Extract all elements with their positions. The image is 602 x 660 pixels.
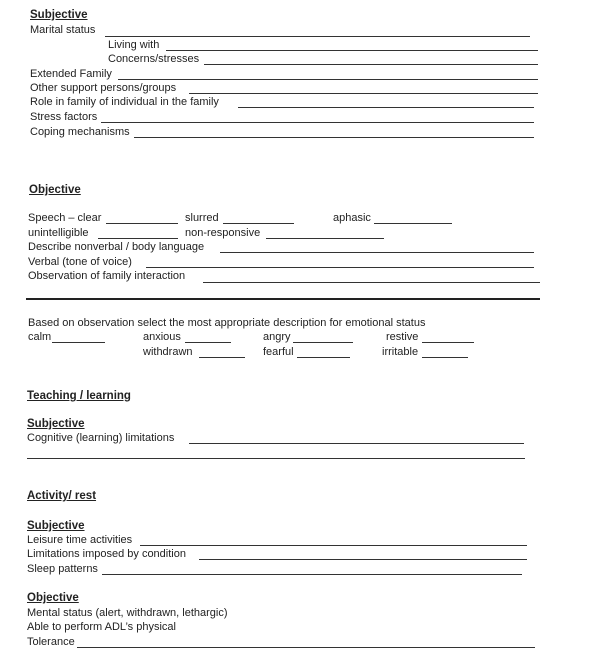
sleep-field[interactable] [102, 574, 522, 575]
withdrawn-label: withdrawn [143, 346, 193, 358]
anxious-field[interactable] [185, 342, 231, 343]
verbal-label: Verbal (tone of voice) [28, 256, 132, 268]
stress-factors-field[interactable] [101, 122, 534, 123]
marital-status-field[interactable] [105, 36, 530, 37]
tolerance-label: Tolerance [27, 636, 75, 648]
angry-label: angry [263, 331, 291, 343]
slurred-field[interactable] [223, 223, 294, 224]
role-in-family-label: Role in family of individual in the family [30, 96, 219, 108]
aphasic-field[interactable] [374, 223, 452, 224]
calm-field[interactable] [52, 342, 105, 343]
family-interaction-label: Observation of family interaction [28, 270, 186, 282]
speech-clear-label: Speech – clear [28, 212, 102, 224]
restive-field[interactable] [422, 342, 474, 343]
tolerance-field[interactable] [77, 647, 535, 648]
slurred-label: slurred [185, 212, 219, 224]
irritable-field[interactable] [422, 357, 468, 358]
coping-field[interactable] [134, 137, 534, 138]
subjective-heading: Subjective [30, 9, 88, 21]
withdrawn-field[interactable] [199, 357, 245, 358]
concerns-label: Concerns/stresses [108, 53, 200, 65]
unintelligible-field[interactable] [98, 238, 178, 239]
cognitive-field-continued[interactable] [27, 458, 525, 459]
sleep-label: Sleep patterns [27, 563, 98, 575]
mental-status-label: Mental status (alert, withdrawn, lethargic) [27, 607, 228, 619]
aphasic-label: aphasic [333, 212, 371, 224]
activity-objective-heading: Objective [27, 592, 79, 604]
fearful-field[interactable] [297, 357, 350, 358]
coping-label: Coping mechanisms [30, 126, 130, 138]
emotional-instruction: Based on observation select the most appropriate description for emotional status [28, 317, 426, 329]
anxious-label: anxious [143, 331, 181, 343]
role-in-family-field[interactable] [238, 107, 534, 108]
living-with-field[interactable] [166, 50, 538, 51]
speech-clear-field[interactable] [106, 223, 178, 224]
non-responsive-field[interactable] [266, 238, 384, 239]
nonverbal-label: Describe nonverbal / body language [28, 241, 205, 253]
cognitive-field[interactable] [189, 443, 524, 444]
limitations-field[interactable] [199, 559, 527, 560]
extended-family-label: Extended Family [30, 68, 112, 80]
living-with-label: Living with [108, 39, 160, 51]
section-divider [26, 298, 540, 300]
activity-heading: Activity/ rest [27, 490, 97, 502]
activity-subjective-heading: Subjective [27, 520, 85, 532]
objective-heading: Objective [29, 184, 81, 196]
restive-label: restive [386, 331, 419, 343]
leisure-label: Leisure time activities [27, 534, 133, 546]
other-support-label: Other support persons/groups [30, 82, 177, 94]
irritable-label: irritable [382, 346, 419, 358]
adl-label: Able to perform ADL’s physical [27, 621, 176, 633]
concerns-field[interactable] [204, 64, 538, 65]
family-interaction-field[interactable] [203, 282, 540, 283]
teaching-heading: Teaching / learning [27, 390, 131, 402]
fearful-label: fearful [263, 346, 294, 358]
unintelligible-label: unintelligible [28, 227, 89, 239]
teaching-subjective-heading: Subjective [27, 418, 85, 430]
cognitive-label: Cognitive (learning) limitations [27, 432, 175, 444]
limitations-label: Limitations imposed by condition [27, 548, 186, 560]
angry-field[interactable] [293, 342, 353, 343]
stress-factors-label: Stress factors [30, 111, 98, 123]
leisure-field[interactable] [140, 545, 527, 546]
marital-status-label: Marital status [30, 24, 96, 36]
nonverbal-field[interactable] [220, 252, 534, 253]
verbal-field[interactable] [146, 267, 534, 268]
other-support-field[interactable] [189, 93, 538, 94]
calm-label: calm [28, 331, 52, 343]
extended-family-field[interactable] [118, 79, 538, 80]
non-responsive-label: non-responsive [185, 227, 261, 239]
